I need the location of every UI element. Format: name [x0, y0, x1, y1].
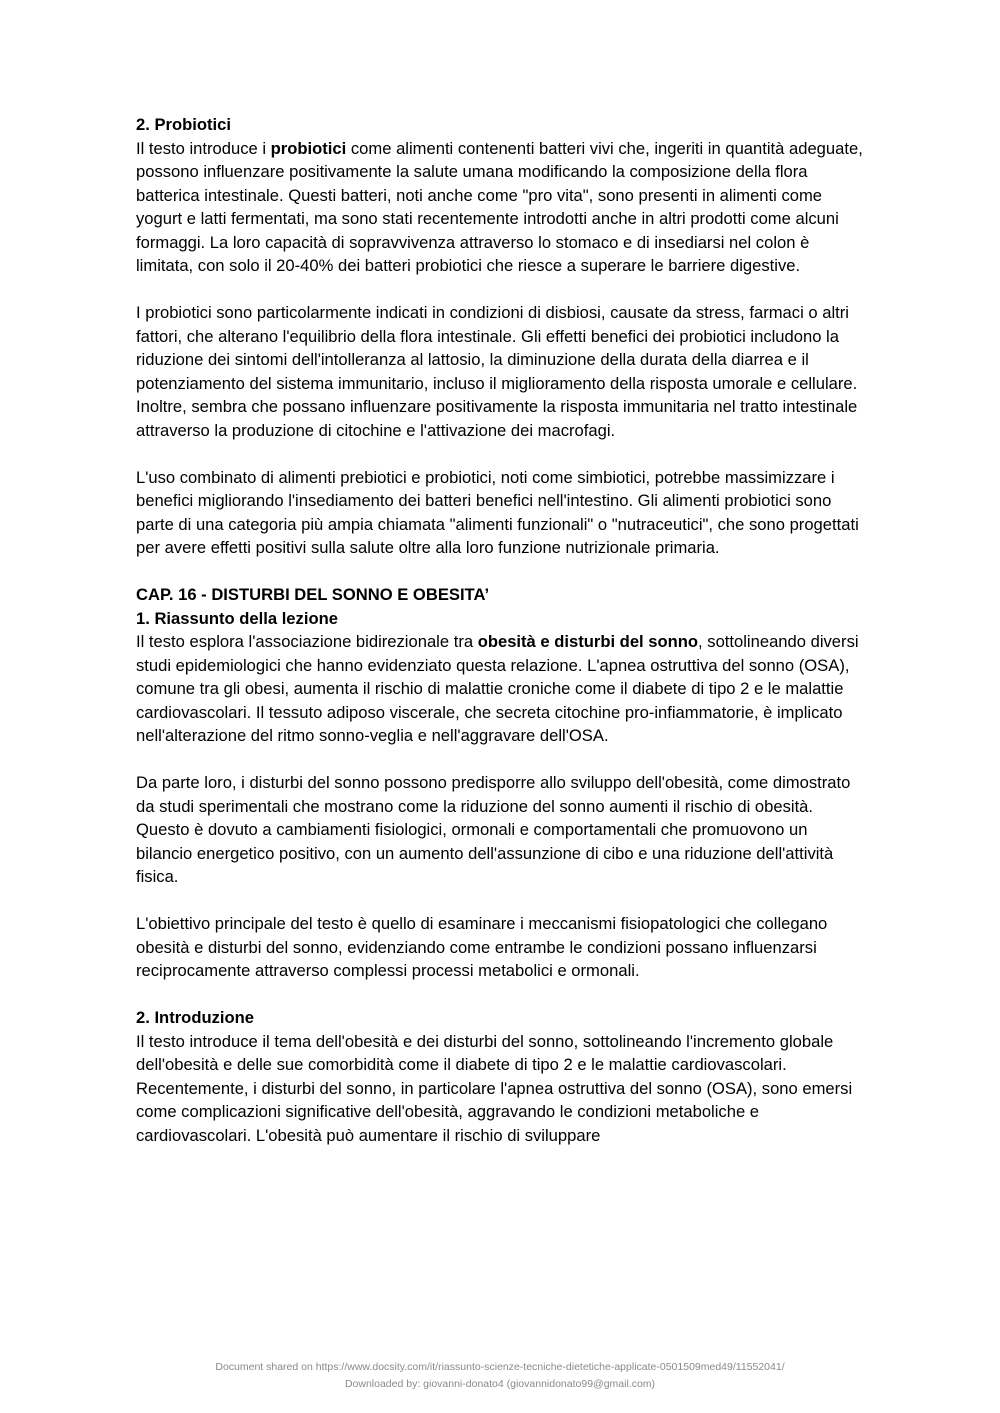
paragraph: L'obiettivo principale del testo è quello di esaminare i meccanismi fisiopatologici che collegano obesità e disturbi del sonno, evidenziando come entrambe le condizioni possano influenzarsi reciprocamente attraverso complessi processi metabolici e ormonali.: [136, 914, 828, 980]
paragraph: L'uso combinato di alimenti prebiotici e probiotici, noti come simbiotici, potrebbe massimizzare i benefici migliorando l'insediamento dei batteri benefici nell'intestino. Gli alimenti probiotici sono parte di una categoria più ampia chiamata "alimenti funzionali" o "nutraceutici", che sono progettati per avere effetti positivi sulla salute oltre alla loro funzione nutrizionale primaria.: [136, 467, 859, 557]
paragraph: Da parte loro, i disturbi del sonno possono predisporre allo sviluppo dell'obesità, come dimostrato da studi sperimentali che mostrano come la riduzione del sonno aumenti il rischio di obesità. Questo è dovuto a cambiamenti fisiologici, ormonali e comportamentali che promuovono un bilancio energetico positivo, con un aumento dell'assunzione di cibo e una riduzione dell'attività fisica.: [136, 773, 851, 886]
section-heading-probiotici: 2. Probiotici: [136, 115, 231, 134]
paragraph: Il testo introduce i probiotici come alimenti contenenti batteri vivi che, ingeriti in quantità adeguate, possono influenzare positivamente la salute umana modificando la composizione della flora batterica intestinale. Questi batteri, noti anche come "pro vita", sono presenti in alimenti come yogurt e latti fermentati, ma sono stati recentemente introdotti anche in altri prodotti come alcuni formaggi. La loro capacità di sopravvivenza attraverso lo stomaco e di insediarsi nel colon è limitata, con solo il 20-40% dei batteri probiotici che riesce a superare le barriere digestive.: [136, 138, 863, 275]
paragraph: I probiotici sono particolarmente indicati in condizioni di disbiosi, causate da stress, farmaci o altri fattori, che alterano l'equilibrio della flora intestinale. Gli effetti benefici dei probiotici includono la riduzione dei sintomi dell'intolleranza al lattosio, la diminuzione della durata della diarrea e il potenziamento del sistema immunitario, incluso il miglioramento della risposta umorale e cellulare. Inoltre, sembra che possano influenzare positivamente la risposta immunitaria nel tratto intestinale attraverso la produzione di citochine e l'attivazione dei macrofagi.: [136, 303, 858, 440]
bold-term: probiotici: [270, 138, 347, 158]
section-heading-introduzione: 2. Introduzione: [136, 1008, 254, 1027]
chapter-title: CAP. 16 - DISTURBI DEL SONNO E OBESITA’: [136, 585, 490, 604]
footer-downloaded-by: Downloaded by: giovanni-donato4 (giovannidonato99@gmail.com): [344, 1378, 656, 1390]
paragraph: Il testo introduce il tema dell'obesità e dei disturbi del sonno, sottolineando l'incremento globale dell'obesità e delle sue comorbidità come il diabete di tipo 2 e le malattie cardiovascolari. Recentemente, i disturbi del sonno, in particolare l'apnea ostruttiva del sonno (OSA), sono emersi come complicazioni significative dell'obesità, aggravando le condizioni metaboliche e cardiovascolari. L'obesità può aumentare il rischio di sviluppare: [136, 1031, 853, 1145]
footer-shared-link[interactable]: Document shared on https://www.docsity.com/it/riassunto-scienze-tecniche-dietetiche-applicate-0501509med49/11552041/: [215, 1361, 785, 1373]
paragraph: Il testo esplora l'associazione bidirezionale tra obesità e disturbi del sonno, sottolineando diversi studi epidemiologici che hanno evidenziato questa relazione. L'apnea ostruttiva del sonno (OSA), comune tra gli obesi, aumenta il rischio di malattie croniche come il diabete di tipo 2 e le malattie cardiovascolari. Il tessuto adiposo viscerale, che secreta citochine pro-infiammatorie, è implicato nell'alterazione del ritmo sonno-veglia e nell'aggravare dell'OSA.: [136, 632, 859, 745]
page-footer: [0, 1359, 1000, 1393]
section-heading-riassunto: 1. Riassunto della lezione: [136, 608, 338, 628]
bold-term: obesità e disturbi del sonno: [477, 632, 699, 651]
document-page: [136, 113, 864, 1147]
